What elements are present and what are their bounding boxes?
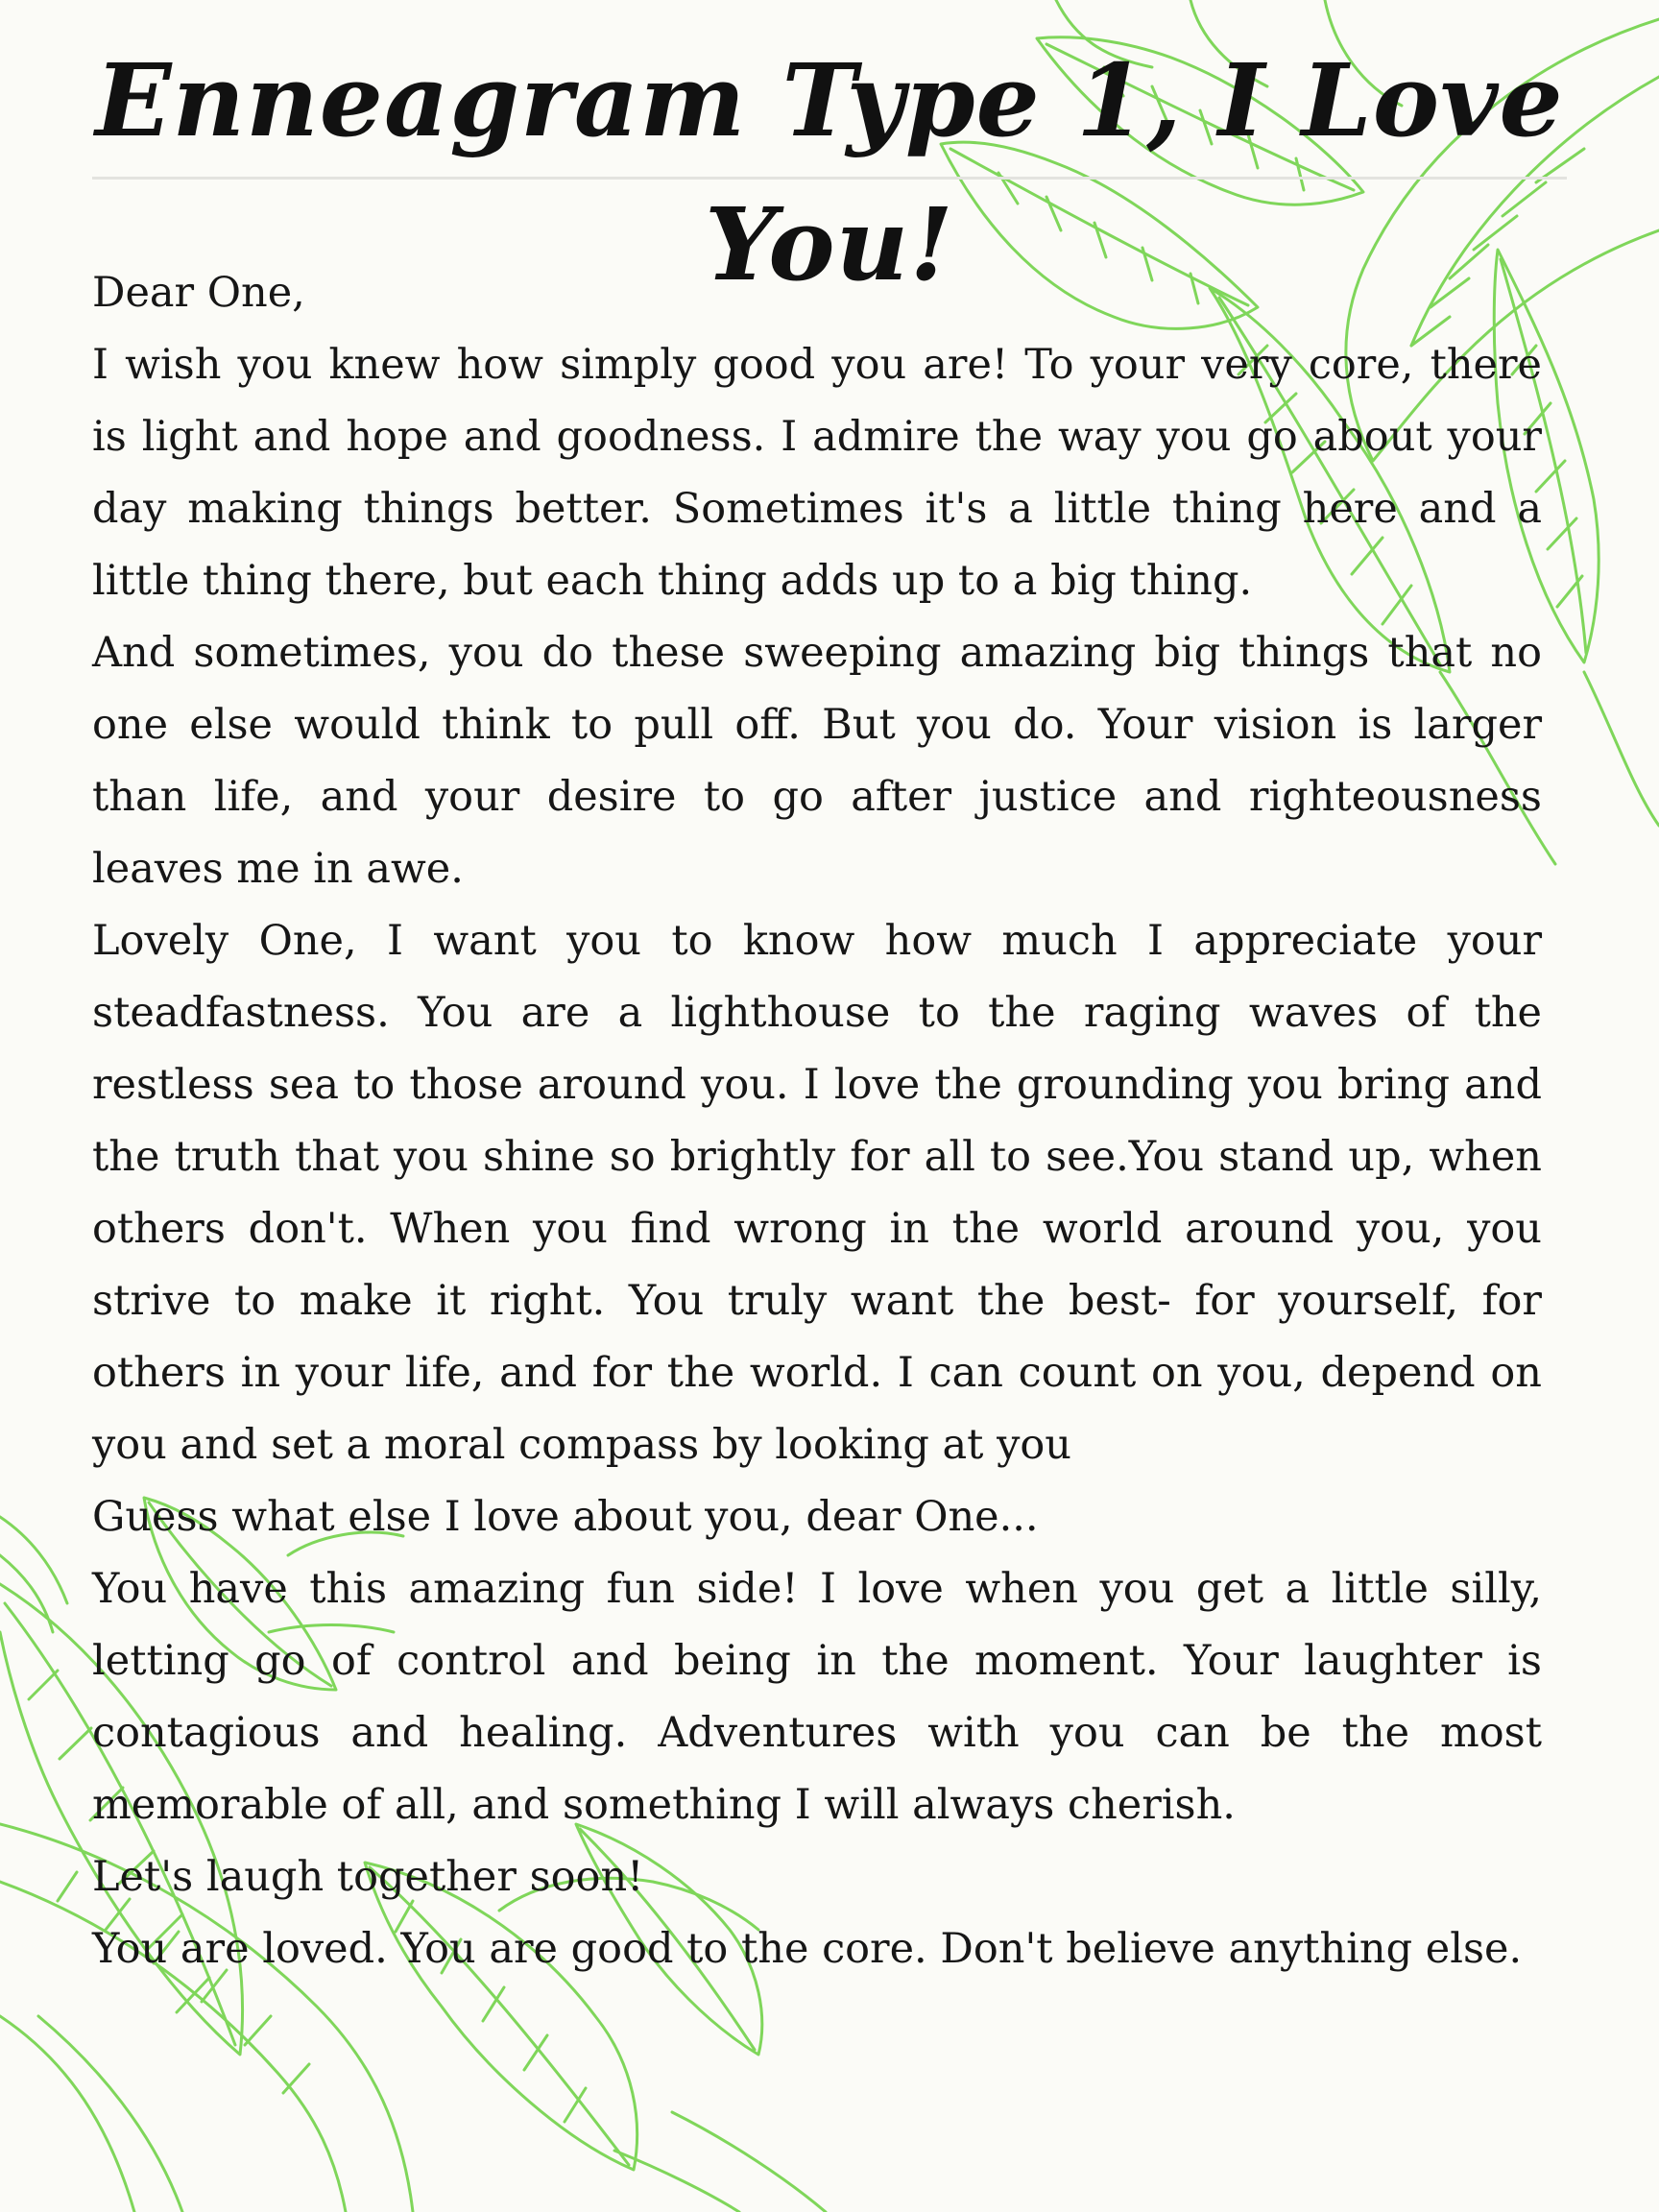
title-divider [92, 177, 1567, 180]
letter-paragraph: You have this amazing fun side! I love when you get a little silly, letting go of control and being in the moment. Your laughter is contagious and healing. Adventures with you can be the most memorable of all, and something I will always cherish. [92, 1565, 1542, 1829]
letter-paragraph: Let's laugh together soon! [92, 1853, 644, 1901]
letter-paragraph: And sometimes, you do these sweeping amazing big things that no one else would think to pull off. But you do. Your vision is larger than life, and your desire to go after justice and righteousness leaves me in awe. [92, 629, 1542, 893]
salutation: Dear One, [92, 269, 305, 317]
page-title: Enneagram Type 1, I Love You! [95, 41, 1564, 303]
closing-paragraph: You are loved. You are good to the core. Don't believe anything else. [92, 1925, 1523, 1973]
letter-body [92, 257, 1542, 1985]
letter-paragraph: I wish you knew how simply good you are! To your very core, there is light and hope and goodness. I admire the way you go about your day making things better. Sometimes it's a little thing here and a little thing there, but each thing adds up to a big thing. [92, 341, 1542, 605]
letter-paragraph: Lovely One, I want you to know how much I appreciate your steadfastness. You are a lighthouse to the raging waves of the restless sea to those around you. I love the grounding you bring and the truth that you shine so brightly for all to see.You stand up, when others don't. When you find wrong in the world around you, you strive to make it right. You truly want the best- for yourself, for others in your life, and for the world. I can count on you, depend on you and set a moral compass by looking at you [92, 917, 1542, 1469]
letter-paragraph: Guess what else I love about you, dear One... [92, 1493, 1039, 1541]
